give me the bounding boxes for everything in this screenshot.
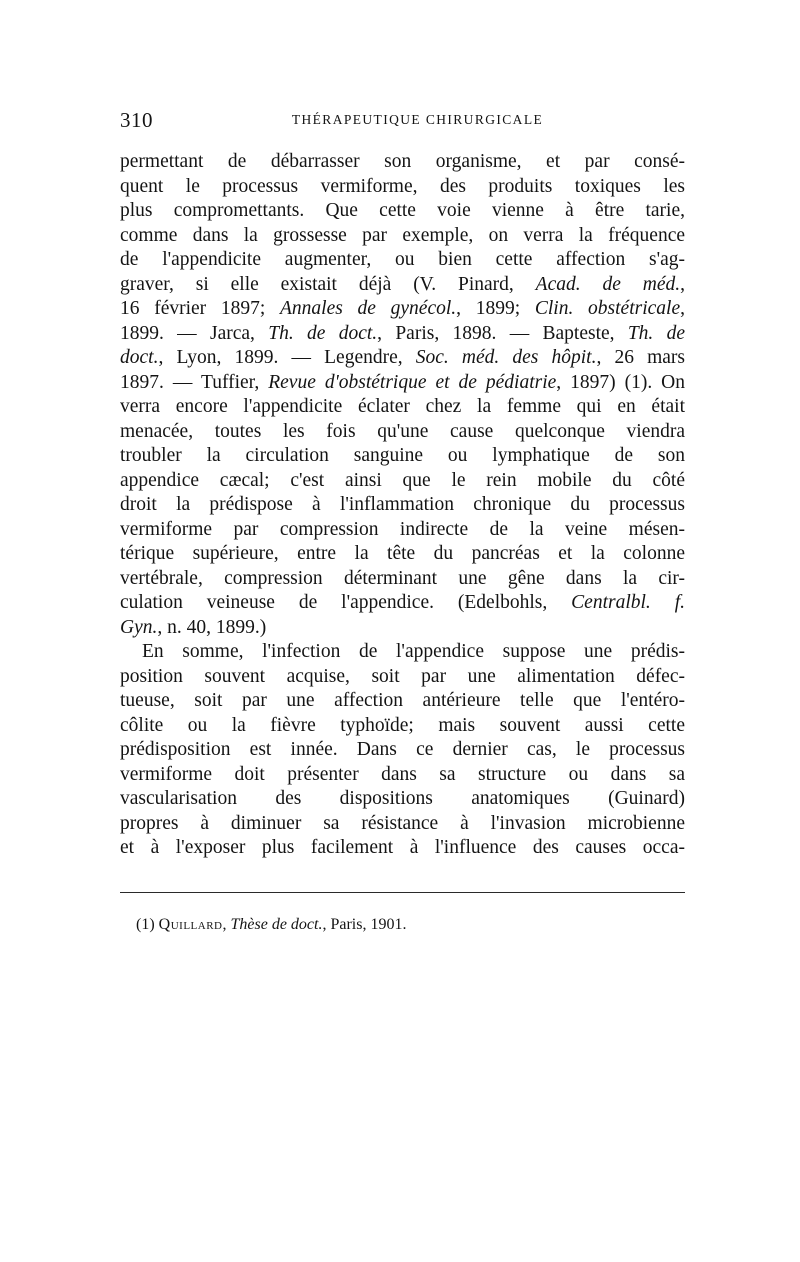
text-line: En somme, l'infection de l'appendice suppose une prédis-: [142, 641, 685, 662]
text-line: vermiforme par compression indirecte de la veine mésen-: [120, 518, 685, 540]
text-line: vascularisation des dispositions anatomiques (Guinard): [120, 788, 685, 809]
text-line: menacée, toutes les fois qu'une cause quelconque viendra: [120, 420, 685, 442]
text-line: térique supérieure, entre la tête du pancréas et la colonne: [120, 543, 685, 564]
text-run: ,: [680, 298, 685, 319]
citation-title: Annales de gynécol.: [280, 298, 457, 319]
text-line: côlite ou la fièvre typhoïde; mais souvent aussi cette: [120, 714, 685, 736]
text-line: de l'appendicite augmenter, ou bien cette affection s'ag-: [120, 249, 685, 270]
text-line: [120, 322, 685, 347]
running-title: THÉRAPEUTIQUE CHIRURGICALE: [291, 112, 544, 127]
text-run: , Paris, 1901.: [322, 915, 407, 933]
text-run: 1899. — Jarca,: [120, 322, 269, 344]
text-line: et à l'exposer plus facilement à l'influence des causes occa-: [120, 837, 685, 858]
text-run: , 1897) (1). On: [556, 371, 686, 393]
footnote-divider: [120, 892, 685, 893]
text-run: ,: [222, 915, 231, 933]
footnote-title: Thèse de doct.: [230, 915, 323, 933]
text-line: [120, 591, 685, 616]
text-run: , 26 mars: [596, 347, 685, 368]
text-run: 16 février 1897;: [120, 298, 280, 319]
text-line: droit la prédispose à l'inflammation chronique du processus: [120, 494, 685, 515]
text-line: troubler la circulation sanguine ou lymphatique de son: [120, 445, 685, 466]
text-run: , Lyon, 1899. — Legendre,: [158, 347, 416, 368]
citation-title: Revue d'obstétrique et de pédiatrie: [268, 371, 557, 393]
text-run: culation veineuse de l'appendice. (Edelbohls,: [120, 592, 572, 613]
text-line: [120, 371, 685, 396]
text-line: verra encore l'appendicite éclater chez la femme qui en était: [120, 396, 685, 417]
citation-title: Gyn.: [120, 616, 158, 638]
text-line: prédisposition est innée. Dans ce dernier cas, le processus: [120, 739, 685, 760]
citation-title: Acad. de méd.: [535, 273, 681, 295]
footnote: [120, 915, 685, 935]
text-line: quent le processus vermiforme, des produits toxiques les: [120, 175, 685, 197]
footnote-marker: (1): [136, 915, 159, 933]
footnote-author: Quillard: [158, 915, 223, 933]
text-line: comme dans la grossesse par exemple, on verra la fréquence: [120, 224, 685, 246]
main-text: [120, 150, 685, 861]
citation-title: Centralbl. f.: [571, 592, 685, 613]
text-line: [120, 346, 685, 371]
text-line: [120, 273, 685, 298]
page-number: 310: [120, 108, 153, 132]
text-run: 1897. — Tuffier,: [120, 371, 269, 393]
text-line: position souvent acquise, soit par une alimentation défec-: [120, 665, 685, 687]
citation-title: Th. de: [627, 322, 686, 344]
book-page: [120, 108, 685, 935]
page-header: [120, 108, 685, 144]
text-line: vertébrale, compression déterminant une gêne dans la cir-: [120, 567, 685, 589]
text-line: vermiforme doit présenter dans sa structure ou dans sa: [120, 763, 685, 785]
text-run: , 1899;: [456, 298, 535, 319]
citation-title: Clin. obstétricale: [534, 298, 681, 319]
citation-title: doct.: [120, 347, 159, 368]
text-line: plus compromettants. Que cette voie vienne à être tarie,: [120, 200, 685, 221]
citation-title: Th. de doct.: [268, 322, 378, 344]
text-line: permettant de débarrasser son organisme, et par consé-: [120, 151, 685, 172]
text-line: propres à diminuer sa résistance à l'invasion microbienne: [120, 812, 685, 834]
text-run: , n. 40, 1899.): [157, 616, 267, 638]
text-run: ,: [680, 273, 685, 295]
text-run: graver, si elle existait déjà (V. Pinard,: [120, 273, 536, 295]
text-line: tueuse, soit par une affection antérieure telle que l'entéro-: [120, 690, 685, 711]
citation-title: Soc. méd. des hôpit.: [415, 347, 597, 368]
text-line: [120, 297, 685, 322]
text-line: appendice cæcal; c'est ainsi que le rein mobile du côté: [120, 469, 685, 491]
text-line: [120, 616, 685, 641]
text-run: , Paris, 1898. — Bapteste,: [377, 322, 628, 344]
